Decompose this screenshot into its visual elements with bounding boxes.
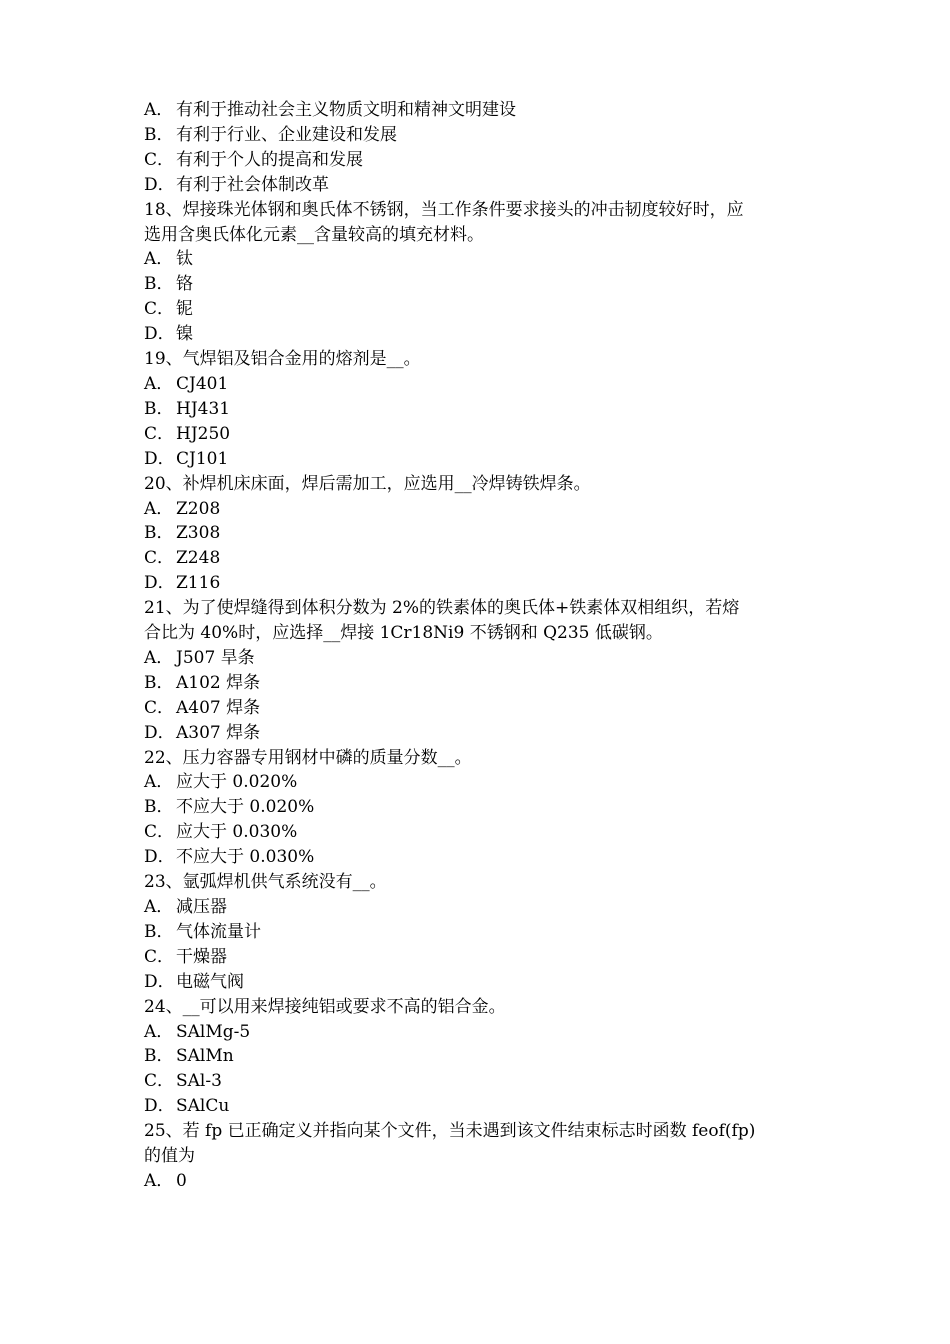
option-letter: A．	[144, 1170, 174, 1191]
answer-option	[144, 521, 814, 546]
question-line: 25、若 fp 已正确定义并指向某个文件，当未遇到该文件结束标志时函数 feof(fp)	[144, 1121, 756, 1142]
answer-option	[144, 247, 814, 272]
answer-option	[144, 372, 814, 397]
option-text: SAl-3	[176, 1071, 222, 1092]
answer-option	[144, 148, 814, 173]
option-text: J507 旱条	[176, 647, 255, 668]
question-stem	[144, 746, 814, 771]
question-line: 的值为	[144, 1146, 195, 1167]
answer-option	[144, 945, 814, 970]
answer-option	[144, 297, 814, 322]
question-line: 20、补焊机床床面，焊后需加工，应选用__冷焊铸铁焊条。	[144, 473, 591, 494]
option-letter: B．	[144, 921, 174, 942]
option-letter: A．	[144, 647, 174, 668]
answer-option	[144, 895, 814, 920]
option-letter: D．	[144, 971, 175, 992]
answer-option	[144, 696, 814, 721]
answer-option	[144, 546, 814, 571]
answer-option	[144, 845, 814, 870]
option-text: SAlMg-5	[176, 1021, 251, 1042]
option-text: 不应大于 0.020%	[176, 797, 315, 818]
option-text: 气体流量计	[176, 921, 261, 942]
question-line: 22、压力容器专用钢材中磷的质量分数__。	[144, 747, 472, 768]
option-text: A407 焊条	[176, 697, 261, 718]
option-text: 不应大于 0.030%	[176, 847, 315, 868]
option-letter: C．	[144, 149, 175, 170]
option-text: Z248	[176, 548, 221, 569]
question-stem	[144, 198, 814, 248]
answer-option	[144, 646, 814, 671]
option-text: 铌	[176, 299, 193, 320]
question-line: 选用含奥氏体化元素__含量较高的填充材料。	[144, 224, 484, 245]
answer-option	[144, 98, 814, 123]
answer-option	[144, 721, 814, 746]
question-line: 18、焊接珠光体钢和奥氏体不锈钢，当工作条件要求接头的冲击韧度较好时，应	[144, 199, 744, 220]
option-text: CJ101	[176, 448, 229, 469]
option-text: 干燥器	[176, 946, 227, 967]
option-text: 电磁气阀	[176, 971, 244, 992]
option-letter: A．	[144, 498, 174, 519]
option-text: 镍	[176, 324, 193, 345]
option-text: 铬	[176, 274, 193, 295]
option-letter: A．	[144, 373, 174, 394]
option-letter: B．	[144, 124, 174, 145]
option-letter: B．	[144, 672, 174, 693]
option-text: CJ401	[176, 373, 229, 394]
option-text: 钛	[176, 249, 193, 270]
answer-option	[144, 920, 814, 945]
answer-option	[144, 770, 814, 795]
option-text: 0	[176, 1170, 187, 1191]
option-letter: D．	[144, 1096, 175, 1117]
answer-option	[144, 820, 814, 845]
option-letter: C．	[144, 697, 175, 718]
answer-option	[144, 1044, 814, 1069]
option-letter: D．	[144, 573, 175, 594]
option-text: Z308	[176, 523, 221, 544]
option-letter: C．	[144, 548, 175, 569]
option-letter: D．	[144, 847, 175, 868]
answer-option	[144, 795, 814, 820]
option-letter: C．	[144, 299, 175, 320]
option-letter: D．	[144, 174, 175, 195]
answer-option	[144, 970, 814, 995]
question-stem	[144, 870, 814, 895]
option-letter: B．	[144, 398, 174, 419]
question-line: 合比为 40%时，应选择__焊接 1Cr18Ni9 不锈钢和 Q235 低碳钢。	[144, 623, 663, 644]
option-text: HJ431	[176, 398, 231, 419]
option-text: 有利于推动社会主义物质文明和精神文明建设	[176, 100, 516, 120]
option-letter: A．	[144, 100, 174, 120]
question-line: 24、__可以用来焊接纯铝或要求不高的铝合金。	[144, 996, 506, 1017]
question-stem	[144, 1119, 814, 1169]
option-letter: D．	[144, 324, 175, 345]
option-letter: A．	[144, 1021, 174, 1042]
option-letter: B．	[144, 797, 174, 818]
question-stem	[144, 472, 814, 497]
option-text: HJ250	[176, 423, 231, 444]
answer-option	[144, 1169, 814, 1194]
answer-option	[144, 422, 814, 447]
option-text: SAlCu	[176, 1096, 230, 1117]
answer-option	[144, 1020, 814, 1045]
option-letter: D．	[144, 722, 175, 743]
answer-option	[144, 322, 814, 347]
option-text: Z116	[176, 573, 221, 594]
option-letter: A．	[144, 772, 174, 793]
option-text: 有利于社会体制改革	[176, 174, 329, 195]
question-stem	[144, 596, 814, 646]
option-letter: B．	[144, 523, 174, 544]
answer-option	[144, 1094, 814, 1119]
option-letter: C．	[144, 946, 175, 967]
option-letter: B．	[144, 274, 174, 295]
answer-option	[144, 272, 814, 297]
option-text: 有利于行业、企业建设和发展	[176, 124, 397, 145]
option-text: 减压器	[176, 897, 227, 917]
option-text: A307 焊条	[176, 722, 261, 743]
exam-questions	[144, 98, 814, 1194]
option-text: 应大于 0.020%	[176, 772, 298, 793]
option-letter: B．	[144, 1046, 174, 1067]
answer-option	[144, 497, 814, 522]
answer-option	[144, 123, 814, 148]
answer-option	[144, 447, 814, 472]
question-stem	[144, 995, 814, 1020]
option-text: 应大于 0.030%	[176, 822, 298, 843]
option-letter: C．	[144, 423, 175, 444]
answer-option	[144, 397, 814, 422]
option-text: 有利于个人的提高和发展	[176, 149, 363, 170]
option-letter: C．	[144, 1071, 175, 1092]
option-text: Z208	[176, 498, 221, 519]
option-letter: A．	[144, 897, 174, 917]
question-stem	[144, 347, 814, 372]
question-line: 21、为了使焊缝得到体积分数为 2%的铁素体的奥氏体+铁素体双相组织，若熔	[144, 598, 740, 619]
option-text: A102 焊条	[176, 672, 261, 693]
option-letter: D．	[144, 448, 175, 469]
answer-option	[144, 173, 814, 198]
answer-option	[144, 671, 814, 696]
question-line: 23、氩弧焊机供气系统没有__。	[144, 872, 387, 893]
option-letter: C．	[144, 822, 175, 843]
question-line: 19、气焊铝及铝合金用的熔剂是__。	[144, 349, 421, 370]
option-letter: A．	[144, 249, 174, 270]
answer-option	[144, 571, 814, 596]
option-text: SAlMn	[176, 1046, 234, 1067]
answer-option	[144, 1069, 814, 1094]
